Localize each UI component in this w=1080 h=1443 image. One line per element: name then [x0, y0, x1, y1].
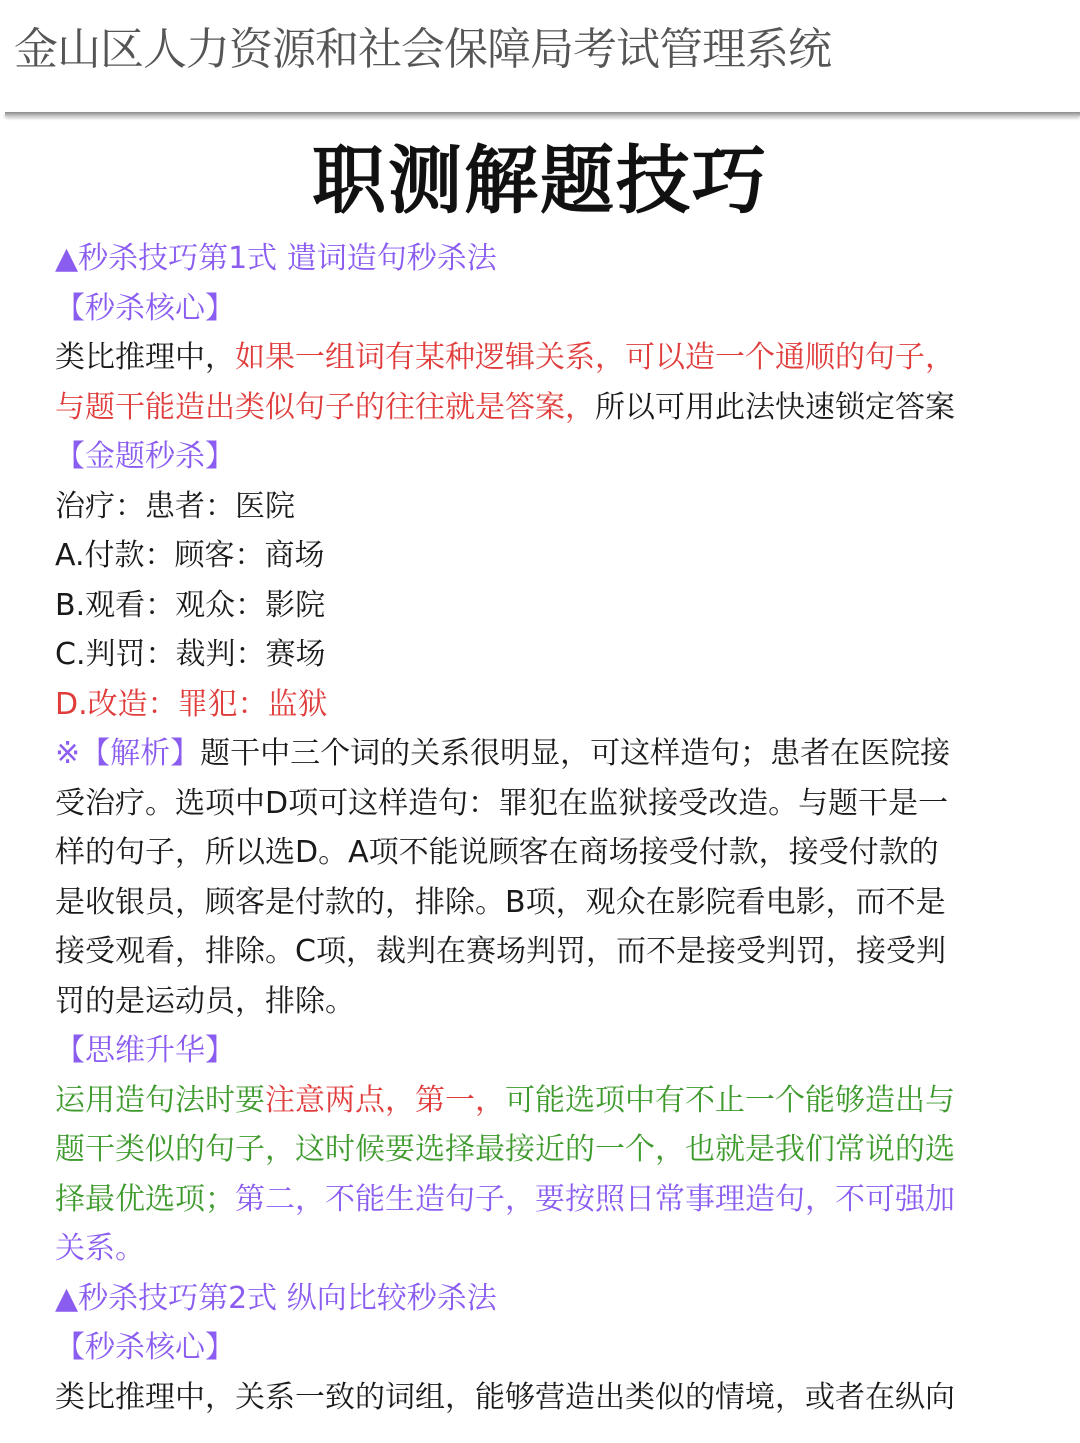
core-text-line-1: 类比推理中，如果一组词有某种逻辑关系，可以造一个通顺的句子，: [55, 340, 955, 375]
core-label-2: 【秒杀核心】: [55, 1330, 235, 1365]
article-body: [0, 234, 1080, 1422]
core2-text-line-1: 类比推理中，关系一致的词组，能够营造出类似的情境，或者在纵向: [55, 1379, 955, 1415]
core-label-1: 【秒杀核心】: [55, 290, 235, 326]
option-d-answer: D.改造：罪犯：监狱: [55, 686, 328, 722]
think-line-3: 择最优选项；第二，不能生造句子，要按照日常事理造句，不可强加: [55, 1181, 955, 1217]
analysis-line-5: 接受观看，排除。C项，裁判在赛场判罚，而不是接受判罚，接受判: [55, 934, 946, 969]
think-line-2: 题干类似的句子，这时候要选择最接近的一个，也就是我们常说的选: [55, 1132, 955, 1167]
analysis-line-1: ※【解析】题干中三个词的关系很明显，可这样造句；患者在医院接: [55, 736, 951, 771]
section-heading-2: ▲秒杀技巧第2式 纵向比较秒杀法: [55, 1280, 497, 1316]
system-title: 金山区人力资源和社会保障局考试管理系统: [14, 24, 831, 75]
page-title: 职测解题技巧: [312, 138, 768, 224]
question-stem: 治疗：患者：医院: [55, 488, 295, 524]
example-label: 【金题秒杀】: [55, 439, 235, 474]
think-label: 【思维升华】: [55, 1033, 235, 1068]
option-c: C.判罚：裁判：赛场: [55, 637, 326, 672]
analysis-line-2: 受治疗。选项中D项可这样造句：罪犯在监狱接受改造。与题干是一: [55, 785, 949, 821]
core-text-line-2: 与题干能造出类似句子的往往就是答案，所以可用此法快速锁定答案: [55, 389, 955, 425]
analysis-line-4: 是收银员，顾客是付款的，排除。B项，观众在影院看电影，而不是: [55, 884, 946, 920]
think-line-4: 关系。: [55, 1231, 145, 1266]
analysis-line-6: 罚的是运动员，排除。: [55, 983, 355, 1019]
header-divider: [5, 112, 1080, 116]
option-a: A.付款：顾客：商场: [55, 538, 325, 573]
analysis-line-3: 样的句子，所以选D。A项不能说顾客在商场接受付款，接受付款的: [55, 835, 939, 870]
app-header: [0, 0, 1080, 90]
analysis-label: ※【解析】: [55, 736, 201, 771]
think-line-1: 运用造句法时要注意两点，第一，可能选项中有不止一个能够造出与: [55, 1082, 955, 1118]
section-heading-1: ▲秒杀技巧第1式 遣词造句秒杀法: [55, 241, 497, 276]
option-b: B.观看：观众：影院: [55, 587, 326, 623]
